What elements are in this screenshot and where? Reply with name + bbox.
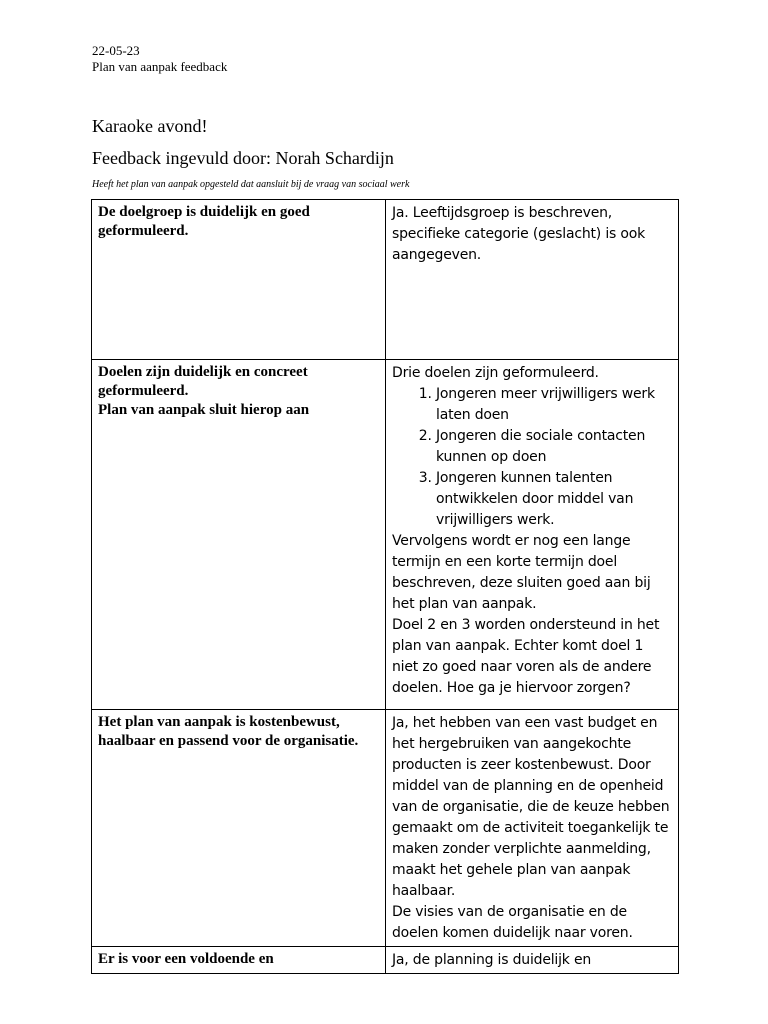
event-title: Karaoke avond! [92,116,208,136]
criterion-cell: Het plan van aanpak is kostenbewust, haalbaar en passend voor de organisatie. [92,710,386,947]
answer-cell: Drie doelen zijn geformuleerd. 1. Jongeren meer vrijwilligers werk laten doen 2. Jongeren die sociale contacten kunnen op doen 3. Jongeren kunnen talenten ontwikkelen door middel van vrijwilligers werk. Vervolgens wordt er nog een lange termijn en een korte termijn doel beschreven, deze sluiten goed aan bij het plan van aanpak. Doel 2 en 3 worden ondersteund in het plan van aanpak. Echter komt doel 1 niet zo goed naar voren als de andere doelen. Hoe ga je hiervoor zorgen? [386,360,679,710]
list-item: 2. Jongeren die sociale contacten kunnen op doen [436,426,672,468]
criterion-cell: Doelen zijn duidelijk en concreet geformuleerd. Plan van aanpak sluit hierop aan [92,360,386,710]
answer-cell: Ja, de planning is duidelijk en [386,947,679,974]
table-row [92,947,679,974]
assessment-question: Heeft het plan van aanpak opgesteld dat aansluit bij de vraag van sociaal werk [92,179,410,190]
goals-list [392,384,672,531]
table-row [92,200,679,360]
list-item: 1. Jongeren meer vrijwilligers werk laten doen [436,384,672,426]
criterion-cell: De doelgroep is duidelijk en goed geformuleerd. [92,200,386,360]
answer-cell: Ja. Leeftijdsgroep is beschreven, specifieke categorie (geslacht) is ook aangegeven. [386,200,679,360]
list-item: 3. Jongeren kunnen talenten ontwikkelen door middel van vrijwilligers werk. [436,468,672,531]
table-row [92,360,679,710]
page-header [92,43,227,75]
feedback-table [91,199,679,974]
table-row [92,710,679,947]
header-doc-title: Plan van aanpak feedback [92,59,228,74]
feedback-author: Feedback ingevuld door: Norah Schardijn [92,148,394,168]
header-date: 22-05-23 [92,43,140,58]
criterion-cell: Er is voor een voldoende en [92,947,386,974]
answer-cell: Ja, het hebben van een vast budget en het hergebruiken van aangekochte producten is zeer kostenbewust. Door middel van de planning en de openheid van de organisatie, die de keuze hebben gemaakt om de activiteit toegankelijk te maken zonder verplichte aanmelding, maakt het gehele plan van aanpak haalbaar. De visies van de organisatie en de doelen komen duidelijk naar voren. [386,710,679,947]
